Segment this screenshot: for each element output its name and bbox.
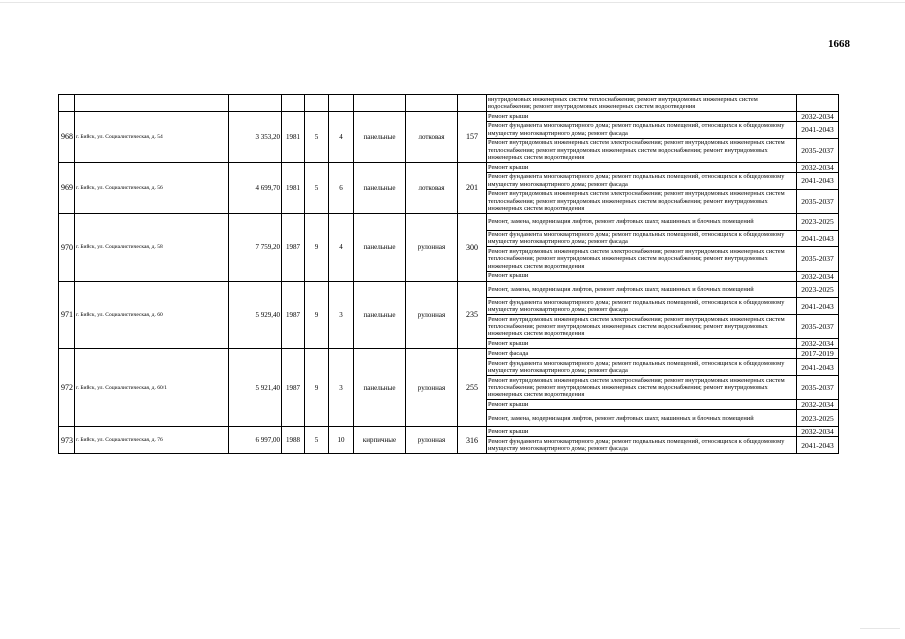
resident-count: 300 bbox=[458, 213, 487, 281]
work-description: Ремонт фундамента многоквартирного дома; ремонт подвальных помещений, относящихся к общедомовому имуществу многоквартирного дома; ремонт фасада bbox=[487, 230, 797, 247]
floor-count: 5 bbox=[305, 111, 329, 162]
table-row bbox=[59, 111, 839, 121]
building-area: 4 699,70 bbox=[229, 162, 282, 213]
page-number: 1668 bbox=[828, 38, 850, 50]
work-description: Ремонт крыши bbox=[487, 162, 797, 172]
roof-type: рулонная bbox=[406, 349, 458, 427]
work-period: 2032-2034 bbox=[797, 111, 839, 121]
empty-cell bbox=[59, 95, 75, 112]
floor-count: 9 bbox=[305, 281, 329, 349]
wall-material: панельные bbox=[354, 213, 406, 281]
resident-count: 201 bbox=[458, 162, 487, 213]
wall-material: панельные bbox=[354, 349, 406, 427]
building-area: 5 921,40 bbox=[229, 349, 282, 427]
work-period: 2032-2034 bbox=[797, 162, 839, 172]
building-area: 7 759,20 bbox=[229, 213, 282, 281]
work-period: 2041-2043 bbox=[797, 121, 839, 138]
work-period: 2041-2043 bbox=[797, 437, 839, 454]
roof-type: рулонная bbox=[406, 213, 458, 281]
empty-cell bbox=[282, 95, 305, 112]
work-description: Ремонт крыши bbox=[487, 111, 797, 121]
work-period: 2032-2034 bbox=[797, 271, 839, 281]
work-description: Ремонт фундамента многоквартирного дома; ремонт подвальных помещений, относящихся к общедомовому имуществу многоквартирного дома; ремонт фасада bbox=[487, 437, 797, 454]
building-address: г. Бийск, ул. Социалистическая, д. 76 bbox=[75, 427, 229, 454]
work-period: 2041-2043 bbox=[797, 298, 839, 315]
empty-cell bbox=[406, 95, 458, 112]
empty-cell bbox=[329, 95, 354, 112]
row-number: 968 bbox=[59, 111, 75, 162]
empty-cell bbox=[354, 95, 406, 112]
work-description: Ремонт внутридомовых инженерных систем электроснабжения; ремонт внутридомовых инженерных систем теплоснабжения; ремонт внутридомовых инженерных систем водоснабжения; ремонт внутридомовых инженерных систем водоотведения bbox=[487, 315, 797, 339]
wall-material: панельные bbox=[354, 111, 406, 162]
construction-year: 1987 bbox=[282, 213, 305, 281]
resident-count: 316 bbox=[458, 427, 487, 454]
work-period: 2035-2037 bbox=[797, 138, 839, 162]
table-row bbox=[59, 162, 839, 172]
work-description: Ремонт, замена, модернизация лифтов, ремонт лифтовых шахт, машинных и блочных помещений bbox=[487, 281, 797, 298]
row-number: 972 bbox=[59, 349, 75, 427]
floor-count: 5 bbox=[305, 162, 329, 213]
repair-schedule-table bbox=[58, 94, 839, 454]
work-description: внутридомовых инженерных систем теплоснабжения; ремонт внутридомовых инженерных систем водоснабжения; ремонт внутридомовых инженерных систем водоотведения bbox=[487, 95, 797, 112]
table-row bbox=[59, 427, 839, 437]
building-area: 6 997,00 bbox=[229, 427, 282, 454]
work-description: Ремонт крыши bbox=[487, 427, 797, 437]
scan-noise-top bbox=[0, 2, 905, 3]
roof-type: лотковая bbox=[406, 162, 458, 213]
building-address: г. Бийск, ул. Социалистическая, д. 54 bbox=[75, 111, 229, 162]
construction-year: 1987 bbox=[282, 281, 305, 349]
work-period: 2017-2019 bbox=[797, 349, 839, 359]
entrance-count: 3 bbox=[329, 349, 354, 427]
work-description: Ремонт внутридомовых инженерных систем электроснабжения; ремонт внутридомовых инженерных систем теплоснабжения; ремонт внутридомовых инженерных систем водоснабжения; ремонт внутридомовых инженерных систем водоотведения bbox=[487, 376, 797, 400]
entrance-count: 10 bbox=[329, 427, 354, 454]
resident-count: 157 bbox=[458, 111, 487, 162]
work-period: 2032-2034 bbox=[797, 400, 839, 410]
work-period: 2032-2034 bbox=[797, 339, 839, 349]
work-description: Ремонт, замена, модернизация лифтов, ремонт лифтовых шахт, машинных и блочных помещений bbox=[487, 213, 797, 230]
building-area: 5 929,40 bbox=[229, 281, 282, 349]
floor-count: 9 bbox=[305, 213, 329, 281]
work-description: Ремонт фундамента многоквартирного дома; ремонт подвальных помещений, относящихся к общедомовому имуществу многоквартирного дома; ремонт фасада bbox=[487, 121, 797, 138]
building-address: г. Бийск, ул. Социалистическая, д. 56 bbox=[75, 162, 229, 213]
floor-count: 9 bbox=[305, 349, 329, 427]
work-period bbox=[797, 95, 839, 112]
work-description: Ремонт фундамента многоквартирного дома; ремонт подвальных помещений, относящихся к общедомовому имуществу многоквартирного дома; ремонт фасада bbox=[487, 359, 797, 376]
work-period: 2035-2037 bbox=[797, 315, 839, 339]
work-period: 2023-2025 bbox=[797, 213, 839, 230]
wall-material: панельные bbox=[354, 162, 406, 213]
building-address: г. Бийск, ул. Социалистическая, д. 60 bbox=[75, 281, 229, 349]
building-address: г. Бийск, ул. Социалистическая, д. 60/1 bbox=[75, 349, 229, 427]
work-description: Ремонт крыши bbox=[487, 271, 797, 281]
roof-type: лотковая bbox=[406, 111, 458, 162]
table-row bbox=[59, 349, 839, 359]
work-period: 2035-2037 bbox=[797, 189, 839, 213]
scan-noise-bottom bbox=[860, 628, 900, 629]
empty-cell bbox=[75, 95, 229, 112]
empty-cell bbox=[229, 95, 282, 112]
work-description: Ремонт крыши bbox=[487, 339, 797, 349]
entrance-count: 4 bbox=[329, 213, 354, 281]
work-period: 2041-2043 bbox=[797, 359, 839, 376]
empty-cell bbox=[305, 95, 329, 112]
entrance-count: 6 bbox=[329, 162, 354, 213]
resident-count: 255 bbox=[458, 349, 487, 427]
table-row bbox=[59, 213, 839, 230]
roof-type: рулонная bbox=[406, 427, 458, 454]
work-period: 2023-2025 bbox=[797, 410, 839, 427]
work-period: 2035-2037 bbox=[797, 247, 839, 271]
floor-count: 5 bbox=[305, 427, 329, 454]
work-period: 2032-2034 bbox=[797, 427, 839, 437]
work-description: Ремонт фундамента многоквартирного дома; ремонт подвальных помещений, относящихся к общедомовому имуществу многоквартирного дома; ремонт фасада bbox=[487, 298, 797, 315]
roof-type: рулонная bbox=[406, 281, 458, 349]
work-description: Ремонт крыши bbox=[487, 400, 797, 410]
resident-count: 235 bbox=[458, 281, 487, 349]
row-number: 971 bbox=[59, 281, 75, 349]
work-period: 2041-2043 bbox=[797, 230, 839, 247]
wall-material: панельные bbox=[354, 281, 406, 349]
building-area: 3 353,20 bbox=[229, 111, 282, 162]
construction-year: 1981 bbox=[282, 162, 305, 213]
table-row bbox=[59, 281, 839, 298]
work-description: Ремонт внутридомовых инженерных систем электроснабжения; ремонт внутридомовых инженерных систем теплоснабжения; ремонт внутридомовых инженерных систем водоснабжения; ремонт внутридомовых инженерных систем водоотведения bbox=[487, 138, 797, 162]
entrance-count: 4 bbox=[329, 111, 354, 162]
row-number: 970 bbox=[59, 213, 75, 281]
work-period: 2035-2037 bbox=[797, 376, 839, 400]
building-address: г. Бийск, ул. Социалистическая, д. 58 bbox=[75, 213, 229, 281]
work-description: Ремонт фундамента многоквартирного дома; ремонт подвальных помещений, относящихся к общедомовому имуществу многоквартирного дома; ремонт фасада bbox=[487, 172, 797, 189]
table-row-continuation bbox=[59, 95, 839, 112]
empty-cell bbox=[458, 95, 487, 112]
row-number: 973 bbox=[59, 427, 75, 454]
work-period: 2023-2025 bbox=[797, 281, 839, 298]
construction-year: 1988 bbox=[282, 427, 305, 454]
wall-material: кирпичные bbox=[354, 427, 406, 454]
construction-year: 1981 bbox=[282, 111, 305, 162]
work-period: 2041-2043 bbox=[797, 172, 839, 189]
work-description: Ремонт, замена, модернизация лифтов, ремонт лифтовых шахт, машинных и блочных помещений bbox=[487, 410, 797, 427]
entrance-count: 3 bbox=[329, 281, 354, 349]
construction-year: 1987 bbox=[282, 349, 305, 427]
row-number: 969 bbox=[59, 162, 75, 213]
work-description: Ремонт внутридомовых инженерных систем электроснабжения; ремонт внутридомовых инженерных систем теплоснабжения; ремонт внутридомовых инженерных систем водоснабжения; ремонт внутридомовых инженерных систем водоотведения bbox=[487, 247, 797, 271]
work-description: Ремонт фасада bbox=[487, 349, 797, 359]
work-description: Ремонт внутридомовых инженерных систем электроснабжения; ремонт внутридомовых инженерных систем теплоснабжения; ремонт внутридомовых инженерных систем водоснабжения; ремонт внутридомовых инженерных систем водоотведения bbox=[487, 189, 797, 213]
